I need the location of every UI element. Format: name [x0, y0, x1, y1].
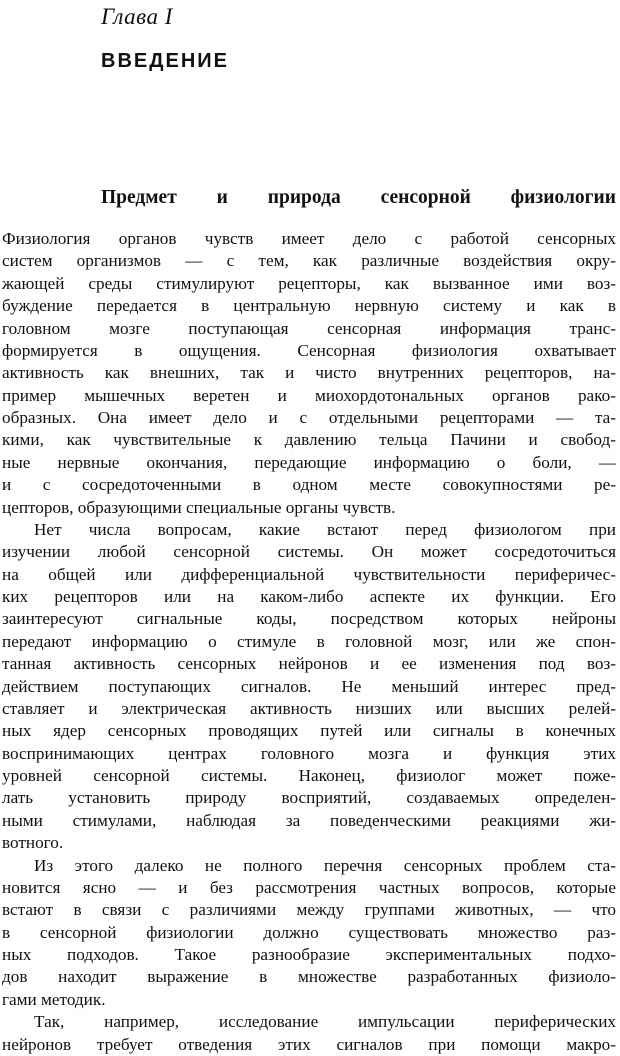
text-line: новится ясно — и без рассмотрения частных вопросов, которые	[2, 877, 616, 897]
text-line: лать установить природу восприятий, создаваемых определен-	[2, 788, 616, 808]
text-line: пример мышечных веретен и миохордотональных органов рако-	[2, 385, 616, 405]
text-line: цепторов, образующими специальные органы чувств.	[2, 497, 396, 517]
text-line: на общей или дифференциальной чувствительности периферичес-	[2, 564, 616, 584]
text-line: буждение передается в центральную нервную систему и как в	[2, 296, 616, 316]
text-line: заинтересуют сигнальные коды, посредством которых нейроны	[2, 609, 616, 629]
text-line: Из этого далеко не полного перечня сенсорных проблем ста-	[34, 855, 616, 875]
text-line: Нет числа вопросам, какие встают перед физиологом при	[34, 519, 616, 539]
text-line: образных. Она имеет дело и с отдельными рецепторами — та-	[2, 408, 616, 427]
text-line: Физиология органов чувств имеет дело с работой сенсорных	[2, 229, 616, 248]
text-line: ных ядер сенсорных проводящих путей или сигналы в конечных	[2, 721, 616, 741]
text-line: передают информацию о стимуле в головной мозг, или же спон-	[2, 631, 616, 651]
text-line: жающей среды стимулируют рецепторы, как вызванное ими воз-	[2, 273, 616, 293]
text-line: и с сосредоточенными в одном месте совокупностями ре-	[2, 475, 616, 495]
chapter-title: ВВЕДЕНИЕ	[101, 50, 229, 72]
text-line: ные нервные окончания, передающие информацию о боли, —	[2, 452, 616, 472]
text-line: головном мозге поступающая сенсорная информация транс-	[2, 318, 616, 338]
text-line: систем организмов — с тем, как различные воздействия окру-	[2, 251, 616, 271]
chapter-label: Глава I	[101, 4, 173, 29]
section-heading: Предмет и природа сенсорной физиологии	[101, 187, 616, 208]
text-line: ких рецепторов или на каком-либо аспекте их функции. Его	[2, 587, 616, 606]
text-line: ных подходов. Такое разнообразие экспериментальных подхо-	[2, 945, 616, 964]
paragraph	[2, 855, 616, 1012]
text-line: кими, как чувствительные к давлению тельца Пачини и свобод-	[2, 430, 616, 450]
text-line: танная активность сенсорных нейронов и ее изменения под воз-	[2, 654, 616, 674]
paragraph	[2, 1011, 616, 1056]
paragraph	[2, 519, 616, 855]
paragraph	[2, 228, 616, 519]
text-line: вотного.	[2, 833, 64, 853]
text-line: ставляет и электрическая активность низших или высших релей-	[2, 698, 616, 718]
text-line: дов находит выражение в множестве разработанных физиоло-	[2, 967, 616, 987]
text-line: встают в связи с различиями между группами животных, — что	[2, 900, 616, 920]
text-line: в сенсорной физиологии должно существовать множество раз-	[2, 922, 616, 942]
text-line: изучении любой сенсорной системы. Он может сосредоточиться	[2, 542, 616, 562]
text-line: ными стимулами, наблюдая за поведенческими реакциями жи-	[2, 810, 616, 830]
body-text	[2, 228, 616, 1056]
text-line: формируется в ощущения. Сенсорная физиология охватывает	[2, 340, 616, 360]
text-line: Так, например, исследование импульсации периферических	[34, 1012, 616, 1032]
text-line: воспринимающих центрах головного мозга и функция этих	[2, 743, 616, 763]
text-line: нейронов требует отведения этих сигналов при помощи макро-	[2, 1034, 616, 1054]
text-line: гами методик.	[2, 989, 106, 1009]
text-line: уровней сенсорной системы. Наконец, физиолог может поже-	[2, 766, 616, 785]
text-line: активность как внешних, так и чисто внутренних рецепторов, на-	[2, 363, 616, 383]
text-line: действием поступающих сигналов. Не меньший интерес пред-	[2, 676, 616, 696]
